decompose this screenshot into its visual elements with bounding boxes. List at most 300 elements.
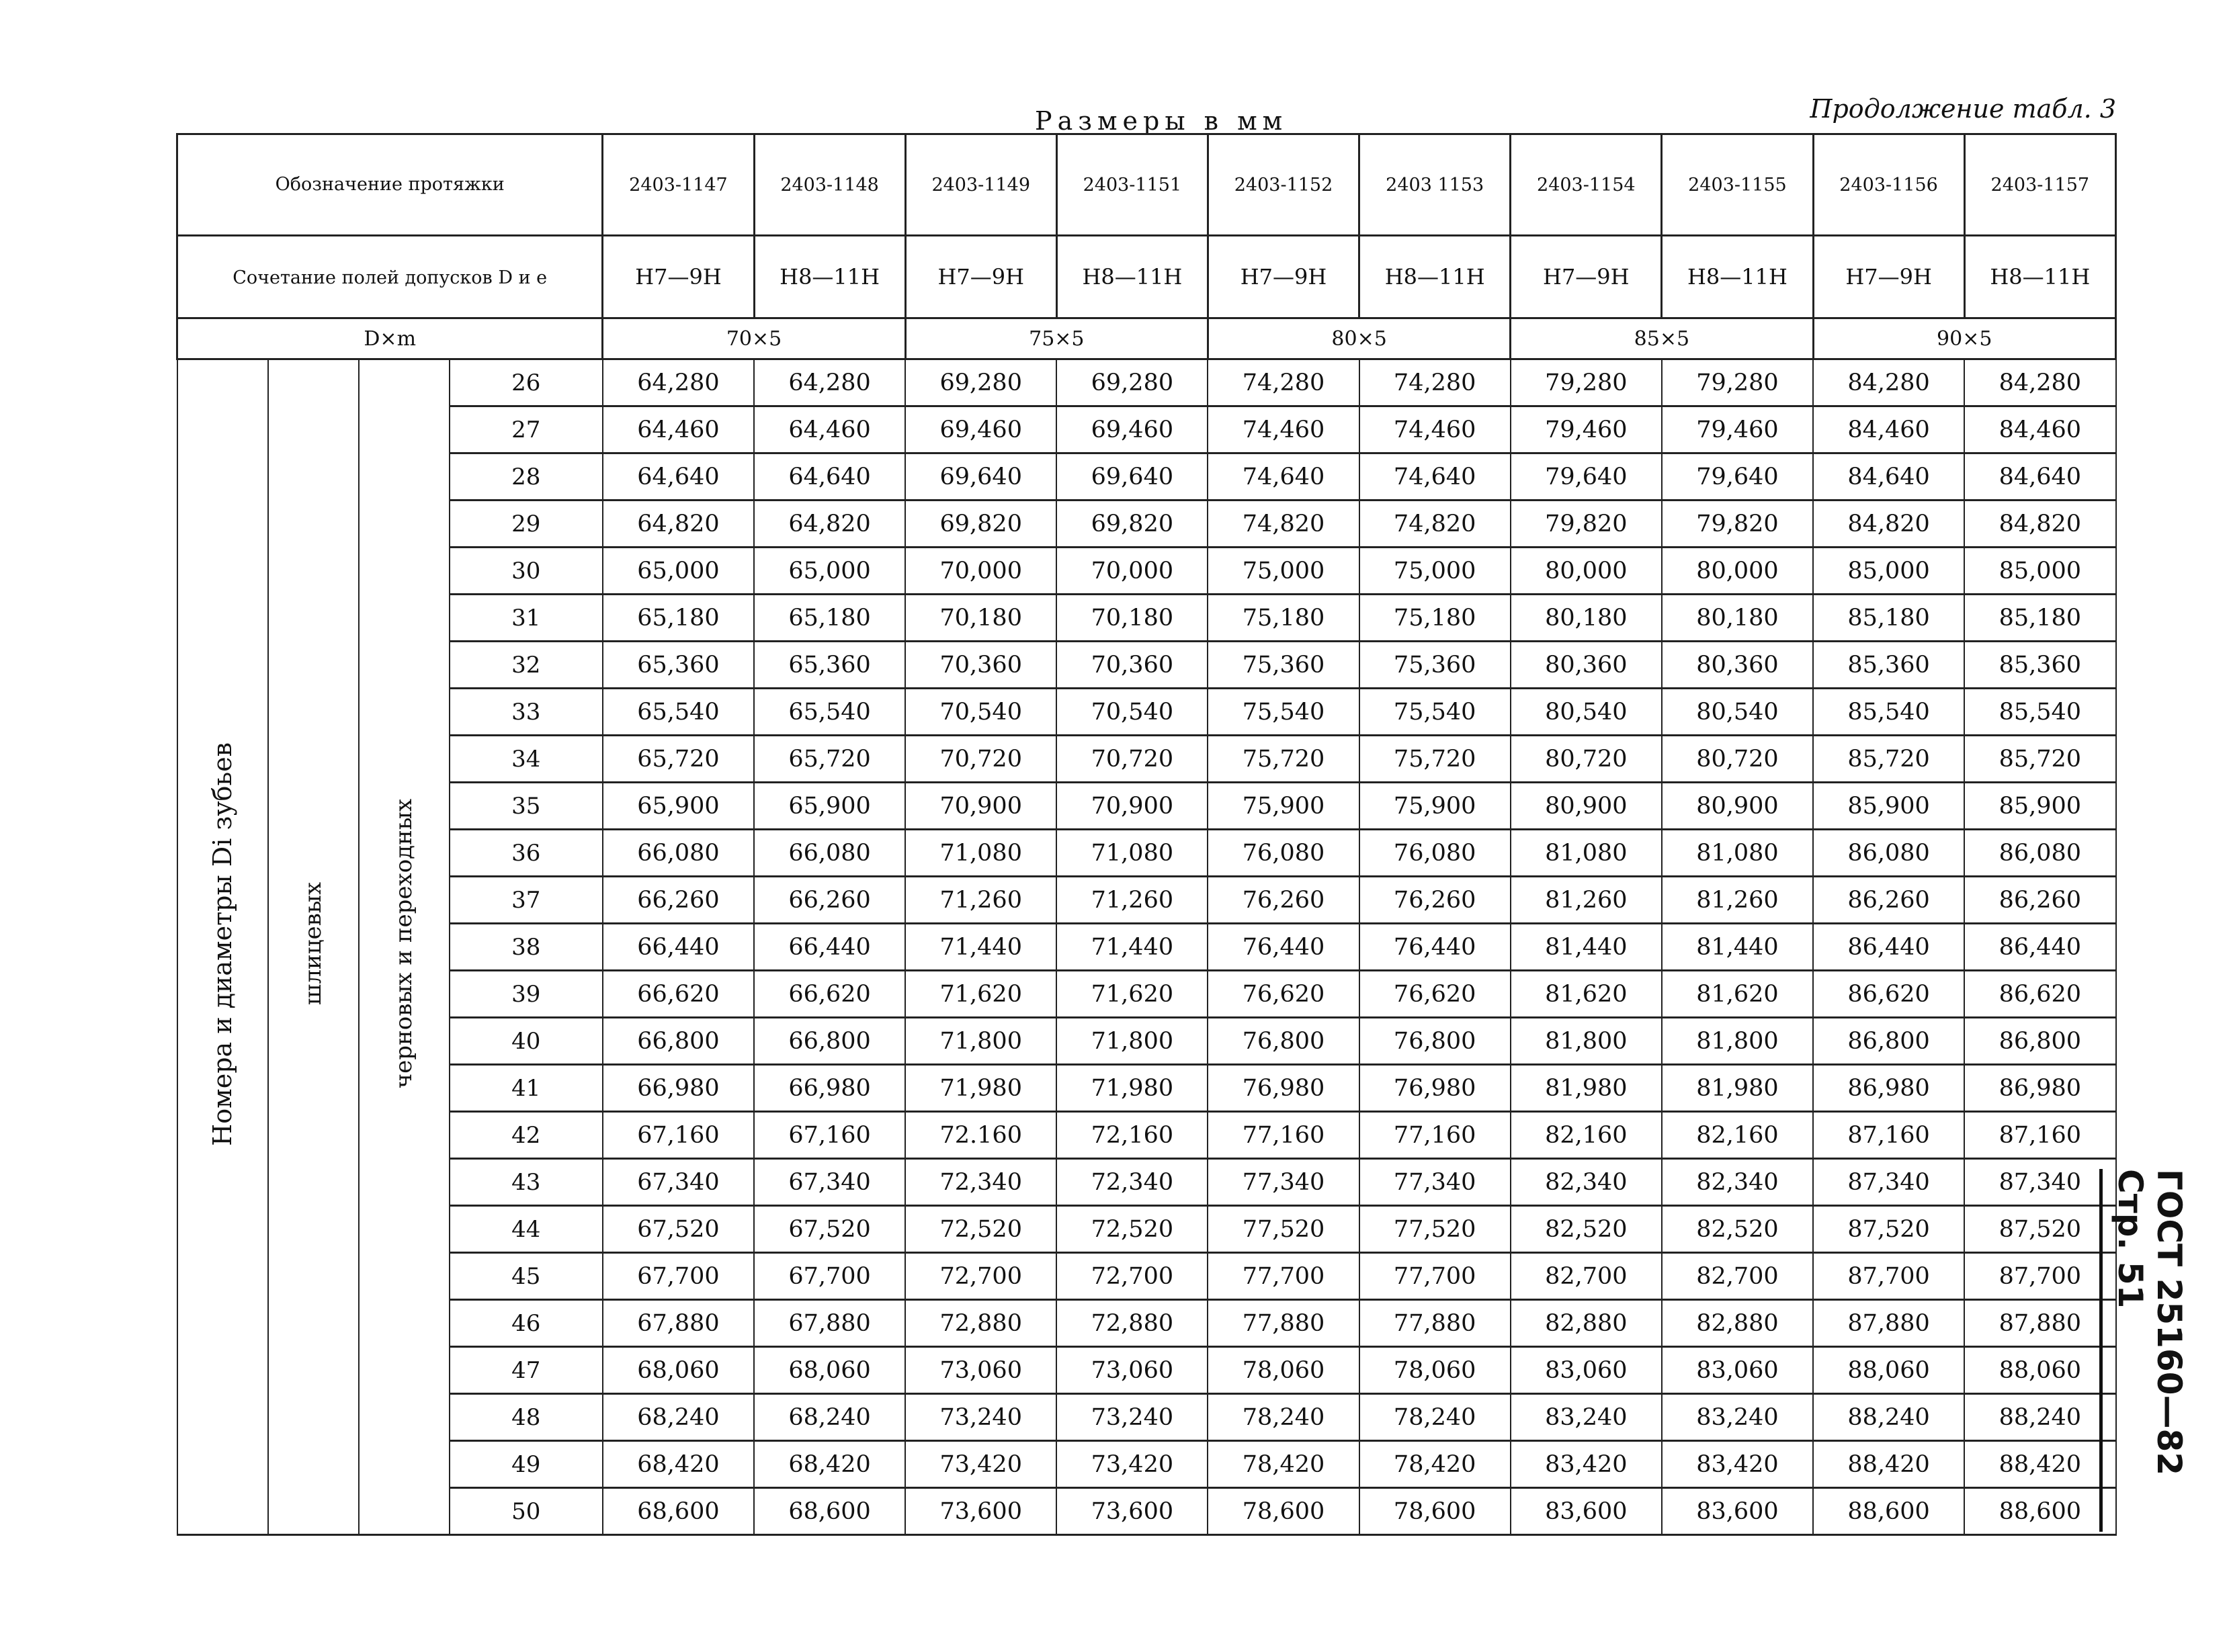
- table-row: [177, 830, 2116, 877]
- diameter-value: 71,080: [1056, 830, 1208, 877]
- table-row: [177, 924, 2116, 971]
- diameter-value: 72,520: [905, 1206, 1056, 1253]
- diameter-value: 66,080: [754, 830, 905, 877]
- table-row: [177, 595, 2116, 642]
- diameter-value: 65,900: [603, 783, 754, 830]
- diameter-value: 77,160: [1208, 1112, 1359, 1159]
- diameter-value: 77,700: [1208, 1253, 1359, 1300]
- diameter-value: 75,000: [1359, 548, 1511, 595]
- designation-cell: 2403-1155: [1662, 134, 1813, 236]
- diameter-value: 78,060: [1359, 1347, 1511, 1394]
- diameter-value: 73,060: [905, 1347, 1056, 1394]
- diameter-value: 66,440: [754, 924, 905, 971]
- diameter-value: 69,280: [1056, 359, 1208, 406]
- diameter-value: 87,700: [1964, 1253, 2115, 1300]
- diameter-value: 85,540: [1813, 689, 1964, 736]
- diameter-value: 68,240: [754, 1394, 905, 1441]
- designation-cell: 2403-1147: [603, 134, 754, 236]
- diameter-value: 79,820: [1511, 501, 1662, 548]
- diameter-value: 76,260: [1208, 877, 1359, 924]
- diameter-value: 70,360: [905, 642, 1056, 689]
- diameter-value: 87,340: [1964, 1159, 2115, 1206]
- table-row: [177, 1394, 2116, 1441]
- diameter-value: 71,800: [1056, 1018, 1208, 1065]
- diameter-value: 85,540: [1964, 689, 2115, 736]
- tolerance-label-cell: [177, 236, 603, 318]
- table-row: [177, 501, 2116, 548]
- tolerance-cell: H8—11H: [1662, 236, 1813, 318]
- diameter-value: 76,980: [1208, 1065, 1359, 1112]
- diameter-value: 66,440: [603, 924, 754, 971]
- diameter-value: 88,240: [1813, 1394, 1964, 1441]
- tolerance-cell: H7—9H: [1208, 236, 1359, 318]
- dxm-group-cell: 85×5: [1511, 318, 1813, 359]
- diameter-value: 77,880: [1208, 1300, 1359, 1347]
- diameter-value: 79,280: [1662, 359, 1813, 406]
- vertical-label: черновых и переходных: [390, 799, 418, 1089]
- diameter-value: 80,180: [1511, 595, 1662, 642]
- diameter-value: 87,520: [1964, 1206, 2115, 1253]
- diameter-value: 85,720: [1964, 736, 2115, 783]
- dxm-group-cell: 70×5: [603, 318, 905, 359]
- diameter-value: 76,620: [1208, 971, 1359, 1018]
- diameter-value: 75,720: [1208, 736, 1359, 783]
- diameter-value: 69,640: [1056, 453, 1208, 501]
- vertical-label-cell: [268, 359, 359, 1535]
- tolerance-cell: H8—11H: [754, 236, 905, 318]
- diameter-value: 64,820: [754, 501, 905, 548]
- diameter-value: 73,240: [905, 1394, 1056, 1441]
- vertical-label: Номера и диаметры Di зубьев: [208, 742, 238, 1146]
- diameter-value: 86,260: [1813, 877, 1964, 924]
- diameter-value: 74,460: [1208, 406, 1359, 453]
- diameter-value: 82,520: [1511, 1206, 1662, 1253]
- diameter-value: 77,520: [1359, 1206, 1511, 1253]
- diameter-value: 67,160: [603, 1112, 754, 1159]
- diameter-value: 86,800: [1813, 1018, 1964, 1065]
- tooth-number: 35: [450, 783, 603, 830]
- diameter-value: 67,700: [603, 1253, 754, 1300]
- diameter-value: 88,600: [1813, 1488, 1964, 1535]
- diameter-value: 67,880: [603, 1300, 754, 1347]
- diameter-value: 85,900: [1813, 783, 1964, 830]
- diameter-value: 71,080: [905, 830, 1056, 877]
- tooth-number: 32: [450, 642, 603, 689]
- diameter-value: 80,000: [1662, 548, 1813, 595]
- diameter-value: 69,280: [905, 359, 1056, 406]
- diameter-value: 82,880: [1662, 1300, 1813, 1347]
- diameter-value: 64,460: [603, 406, 754, 453]
- diameter-value: 65,900: [754, 783, 905, 830]
- dxm-group-cell: 75×5: [905, 318, 1208, 359]
- tooth-number: 37: [450, 877, 603, 924]
- tolerance-cell: H7—9H: [1813, 236, 1964, 318]
- diameter-value: 73,600: [905, 1488, 1056, 1535]
- diameter-value: 81,620: [1511, 971, 1662, 1018]
- diameter-value: 69,640: [905, 453, 1056, 501]
- diameter-value: 78,060: [1208, 1347, 1359, 1394]
- diameter-value: 70,180: [1056, 595, 1208, 642]
- page-number: Стр. 51: [2111, 1169, 2150, 1309]
- diameter-value: 81,440: [1662, 924, 1813, 971]
- tolerance-cell: H7—9H: [1511, 236, 1662, 318]
- diameter-value: 83,600: [1511, 1488, 1662, 1535]
- diameter-value: 79,460: [1511, 406, 1662, 453]
- broach-dimensions-table: [176, 133, 2117, 1536]
- diameter-value: 65,180: [603, 595, 754, 642]
- diameter-value: 80,900: [1511, 783, 1662, 830]
- diameter-value: 86,980: [1813, 1065, 1964, 1112]
- diameter-value: 75,900: [1208, 783, 1359, 830]
- diameter-value: 71,440: [905, 924, 1056, 971]
- diameter-value: 81,620: [1662, 971, 1813, 1018]
- diameter-value: 84,820: [1964, 501, 2115, 548]
- diameter-value: 64,640: [603, 453, 754, 501]
- diameter-value: 74,280: [1208, 359, 1359, 406]
- diameter-value: 72,340: [1056, 1159, 1208, 1206]
- diameter-value: 70,540: [1056, 689, 1208, 736]
- table-row: [177, 1159, 2116, 1206]
- diameter-value: 71,980: [1056, 1065, 1208, 1112]
- diameter-value: 68,240: [603, 1394, 754, 1441]
- diameter-value: 72,880: [905, 1300, 1056, 1347]
- tolerance-cell: H8—11H: [1056, 236, 1208, 318]
- diameter-value: 66,980: [754, 1065, 905, 1112]
- tooth-number: 28: [450, 453, 603, 501]
- tooth-number: 29: [450, 501, 603, 548]
- diameter-value: 86,440: [1813, 924, 1964, 971]
- diameter-value: 68,060: [754, 1347, 905, 1394]
- table-row: [177, 736, 2116, 783]
- diameter-value: 65,360: [754, 642, 905, 689]
- table-row: [177, 1206, 2116, 1253]
- diameter-value: 75,180: [1359, 595, 1511, 642]
- diameter-value: 81,260: [1511, 877, 1662, 924]
- diameter-value: 75,360: [1359, 642, 1511, 689]
- diameter-value: 76,080: [1208, 830, 1359, 877]
- diameter-value: 79,640: [1662, 453, 1813, 501]
- diameter-value: 65,000: [754, 548, 905, 595]
- diameter-value: 84,640: [1964, 453, 2115, 501]
- table-row: [177, 1347, 2116, 1394]
- diameter-value: 66,800: [754, 1018, 905, 1065]
- diameter-value: 76,620: [1359, 971, 1511, 1018]
- diameter-value: 69,460: [905, 406, 1056, 453]
- tooth-number: 39: [450, 971, 603, 1018]
- diameter-value: 85,180: [1813, 595, 1964, 642]
- diameter-value: 85,900: [1964, 783, 2115, 830]
- table-row: [177, 406, 2116, 453]
- dxm-group-cell: 90×5: [1813, 318, 2115, 359]
- table-row: [177, 453, 2116, 501]
- designation-cell: 2403 1153: [1359, 134, 1511, 236]
- tooth-number: 46: [450, 1300, 603, 1347]
- tolerance-cell: H7—9H: [905, 236, 1056, 318]
- diameter-value: 79,460: [1662, 406, 1813, 453]
- standard-number: ГОСТ 25160—82: [2150, 1169, 2189, 1476]
- diameter-value: 84,460: [1813, 406, 1964, 453]
- diameter-value: 80,360: [1511, 642, 1662, 689]
- diameter-value: 84,280: [1964, 359, 2115, 406]
- diameter-value: 85,000: [1813, 548, 1964, 595]
- table-row: [177, 1300, 2116, 1347]
- diameter-value: 70,720: [905, 736, 1056, 783]
- diameter-value: 64,460: [754, 406, 905, 453]
- diameter-value: 74,640: [1208, 453, 1359, 501]
- diameter-value: 70,900: [905, 783, 1056, 830]
- diameter-value: 70,540: [905, 689, 1056, 736]
- diameter-value: 75,000: [1208, 548, 1359, 595]
- diameter-value: 67,160: [754, 1112, 905, 1159]
- diameter-value: 86,620: [1813, 971, 1964, 1018]
- diameter-value: 82,340: [1511, 1159, 1662, 1206]
- tooth-number: 49: [450, 1441, 603, 1488]
- designation-cell: 2403-1154: [1511, 134, 1662, 236]
- sizes-caption: Размеры в мм: [1035, 106, 1288, 136]
- diameter-value: 73,420: [905, 1441, 1056, 1488]
- diameter-value: 87,160: [1813, 1112, 1964, 1159]
- tooth-number: 38: [450, 924, 603, 971]
- diameter-value: 71,260: [905, 877, 1056, 924]
- diameter-value: 84,820: [1813, 501, 1964, 548]
- diameter-value: 73,420: [1056, 1441, 1208, 1488]
- diameter-value: 71,260: [1056, 877, 1208, 924]
- diameter-value: 74,820: [1359, 501, 1511, 548]
- diameter-value: 81,800: [1662, 1018, 1813, 1065]
- diameter-value: 68,060: [603, 1347, 754, 1394]
- diameter-value: 85,360: [1964, 642, 2115, 689]
- diameter-value: 72,520: [1056, 1206, 1208, 1253]
- diameter-value: 83,240: [1662, 1394, 1813, 1441]
- table-row: [177, 1112, 2116, 1159]
- diameter-value: 80,000: [1511, 548, 1662, 595]
- diameter-value: 74,280: [1359, 359, 1511, 406]
- tooth-number: 50: [450, 1488, 603, 1535]
- diameter-value: 70,000: [905, 548, 1056, 595]
- diameter-value: 80,720: [1511, 736, 1662, 783]
- tooth-number: 42: [450, 1112, 603, 1159]
- diameter-value: 72.160: [905, 1112, 1056, 1159]
- diameter-value: 79,280: [1511, 359, 1662, 406]
- diameter-value: 66,620: [754, 971, 905, 1018]
- diameter-value: 86,080: [1813, 830, 1964, 877]
- designation-cell: 2403-1149: [905, 134, 1056, 236]
- tooth-number: 31: [450, 595, 603, 642]
- table-row: [177, 877, 2116, 924]
- diameter-value: 70,360: [1056, 642, 1208, 689]
- diameter-value: 88,420: [1813, 1441, 1964, 1488]
- table-row: [177, 548, 2116, 595]
- diameter-value: 84,640: [1813, 453, 1964, 501]
- diameter-value: 67,340: [754, 1159, 905, 1206]
- diameter-value: 68,420: [603, 1441, 754, 1488]
- diameter-value: 85,360: [1813, 642, 1964, 689]
- tooth-number: 44: [450, 1206, 603, 1253]
- designation-label-cell: [177, 134, 603, 236]
- diameter-value: 81,980: [1511, 1065, 1662, 1112]
- diameter-value: 72,700: [905, 1253, 1056, 1300]
- diameter-value: 88,420: [1964, 1441, 2115, 1488]
- diameter-value: 65,540: [603, 689, 754, 736]
- diameter-value: 81,440: [1511, 924, 1662, 971]
- diameter-value: 66,260: [603, 877, 754, 924]
- diameter-value: 74,640: [1359, 453, 1511, 501]
- tooth-number: 48: [450, 1394, 603, 1441]
- diameter-value: 72,340: [905, 1159, 1056, 1206]
- table-row: [177, 359, 2116, 406]
- diameter-value: 79,820: [1662, 501, 1813, 548]
- designation-cell: 2403-1156: [1813, 134, 1964, 236]
- vertical-label: шлицевых: [300, 882, 327, 1006]
- diameter-value: 77,880: [1359, 1300, 1511, 1347]
- diameter-value: 88,060: [1964, 1347, 2115, 1394]
- diameter-value: 86,980: [1964, 1065, 2115, 1112]
- diameter-value: 76,980: [1359, 1065, 1511, 1112]
- diameter-value: 69,820: [905, 501, 1056, 548]
- diameter-value: 72,160: [1056, 1112, 1208, 1159]
- diameter-value: 77,340: [1359, 1159, 1511, 1206]
- table-row: [177, 971, 2116, 1018]
- diameter-value: 71,980: [905, 1065, 1056, 1112]
- diameter-value: 88,060: [1813, 1347, 1964, 1394]
- diameter-value: 81,800: [1511, 1018, 1662, 1065]
- tooth-number: 34: [450, 736, 603, 783]
- diameter-value: 85,000: [1964, 548, 2115, 595]
- table-row: [177, 1253, 2116, 1300]
- vertical-label-cell: [177, 359, 268, 1535]
- diameter-value: 83,240: [1511, 1394, 1662, 1441]
- diameter-value: 67,340: [603, 1159, 754, 1206]
- diameter-value: 83,420: [1662, 1441, 1813, 1488]
- diameter-value: 87,880: [1964, 1300, 2115, 1347]
- diameter-value: 88,600: [1964, 1488, 2115, 1535]
- diameter-value: 77,340: [1208, 1159, 1359, 1206]
- diameter-value: 78,600: [1208, 1488, 1359, 1535]
- diameter-value: 69,460: [1056, 406, 1208, 453]
- diameter-value: 76,440: [1359, 924, 1511, 971]
- diameter-value: 80,180: [1662, 595, 1813, 642]
- diameter-value: 67,880: [754, 1300, 905, 1347]
- diameter-value: 67,700: [754, 1253, 905, 1300]
- diameter-value: 86,260: [1964, 877, 2115, 924]
- designation-label: Обозначение протяжки: [275, 174, 505, 195]
- diameter-value: 68,420: [754, 1441, 905, 1488]
- designation-cell: 2403-1152: [1208, 134, 1359, 236]
- diameter-value: 86,620: [1964, 971, 2115, 1018]
- dxm-label: D×m: [177, 318, 603, 359]
- diameter-value: 87,880: [1813, 1300, 1964, 1347]
- designation-cell: 2403-1157: [1964, 134, 2115, 236]
- diameter-value: 87,700: [1813, 1253, 1964, 1300]
- diameter-value: 65,540: [754, 689, 905, 736]
- diameter-value: 64,280: [603, 359, 754, 406]
- diameter-value: 70,180: [905, 595, 1056, 642]
- diameter-value: 81,080: [1662, 830, 1813, 877]
- diameter-value: 81,980: [1662, 1065, 1813, 1112]
- diameter-value: 65,720: [754, 736, 905, 783]
- diameter-value: 66,800: [603, 1018, 754, 1065]
- diameter-value: 73,240: [1056, 1394, 1208, 1441]
- diameter-value: 70,720: [1056, 736, 1208, 783]
- diameter-value: 76,440: [1208, 924, 1359, 971]
- diameter-value: 65,720: [603, 736, 754, 783]
- diameter-value: 72,880: [1056, 1300, 1208, 1347]
- designation-cell: 2403-1148: [754, 134, 905, 236]
- diameter-value: 64,280: [754, 359, 905, 406]
- tooth-number: 40: [450, 1018, 603, 1065]
- diameter-value: 76,800: [1359, 1018, 1511, 1065]
- diameter-value: 87,340: [1813, 1159, 1964, 1206]
- tooth-number: 45: [450, 1253, 603, 1300]
- diameter-value: 65,360: [603, 642, 754, 689]
- tolerance-header-row: [177, 236, 2116, 318]
- diameter-value: 75,180: [1208, 595, 1359, 642]
- table-row: [177, 689, 2116, 736]
- diameter-value: 65,000: [603, 548, 754, 595]
- diameter-value: 84,280: [1813, 359, 1964, 406]
- diameter-value: 80,900: [1662, 783, 1813, 830]
- diameter-value: 67,520: [603, 1206, 754, 1253]
- table-row: [177, 783, 2116, 830]
- diameter-value: 83,060: [1511, 1347, 1662, 1394]
- diameter-value: 68,600: [754, 1488, 905, 1535]
- diameter-value: 75,360: [1208, 642, 1359, 689]
- diameter-value: 66,080: [603, 830, 754, 877]
- diameter-value: 66,260: [754, 877, 905, 924]
- diameter-value: 80,360: [1662, 642, 1813, 689]
- designation-header-row: [177, 134, 2116, 236]
- table-row: [177, 1441, 2116, 1488]
- diameter-value: 72,700: [1056, 1253, 1208, 1300]
- diameter-value: 66,980: [603, 1065, 754, 1112]
- diameter-value: 70,000: [1056, 548, 1208, 595]
- diameter-value: 87,520: [1813, 1206, 1964, 1253]
- diameter-value: 82,700: [1662, 1253, 1813, 1300]
- table-row: [177, 1488, 2116, 1535]
- tooth-number: 26: [450, 359, 603, 406]
- diameter-value: 73,600: [1056, 1488, 1208, 1535]
- diameter-value: 82,160: [1511, 1112, 1662, 1159]
- diameter-value: 78,420: [1359, 1441, 1511, 1488]
- diameter-value: 79,640: [1511, 453, 1662, 501]
- diameter-value: 83,420: [1511, 1441, 1662, 1488]
- diameter-value: 86,800: [1964, 1018, 2115, 1065]
- diameter-value: 81,080: [1511, 830, 1662, 877]
- table-row: [177, 1065, 2116, 1112]
- diameter-value: 82,520: [1662, 1206, 1813, 1253]
- diameter-value: 82,700: [1511, 1253, 1662, 1300]
- diameter-value: 84,460: [1964, 406, 2115, 453]
- diameter-value: 86,080: [1964, 830, 2115, 877]
- diameter-value: 78,240: [1208, 1394, 1359, 1441]
- diameter-value: 80,540: [1511, 689, 1662, 736]
- table-row: [177, 1018, 2116, 1065]
- tooth-number: 33: [450, 689, 603, 736]
- diameter-value: 80,720: [1662, 736, 1813, 783]
- diameter-value: 69,820: [1056, 501, 1208, 548]
- tooth-number: 27: [450, 406, 603, 453]
- diameter-value: 71,620: [905, 971, 1056, 1018]
- tolerance-cell: H7—9H: [603, 236, 754, 318]
- diameter-value: 75,540: [1359, 689, 1511, 736]
- diameter-value: 85,720: [1813, 736, 1964, 783]
- tooth-number: 41: [450, 1065, 603, 1112]
- diameter-value: 64,640: [754, 453, 905, 501]
- diameter-value: 76,260: [1359, 877, 1511, 924]
- diameter-value: 71,440: [1056, 924, 1208, 971]
- diameter-value: 67,520: [754, 1206, 905, 1253]
- diameter-value: 85,180: [1964, 595, 2115, 642]
